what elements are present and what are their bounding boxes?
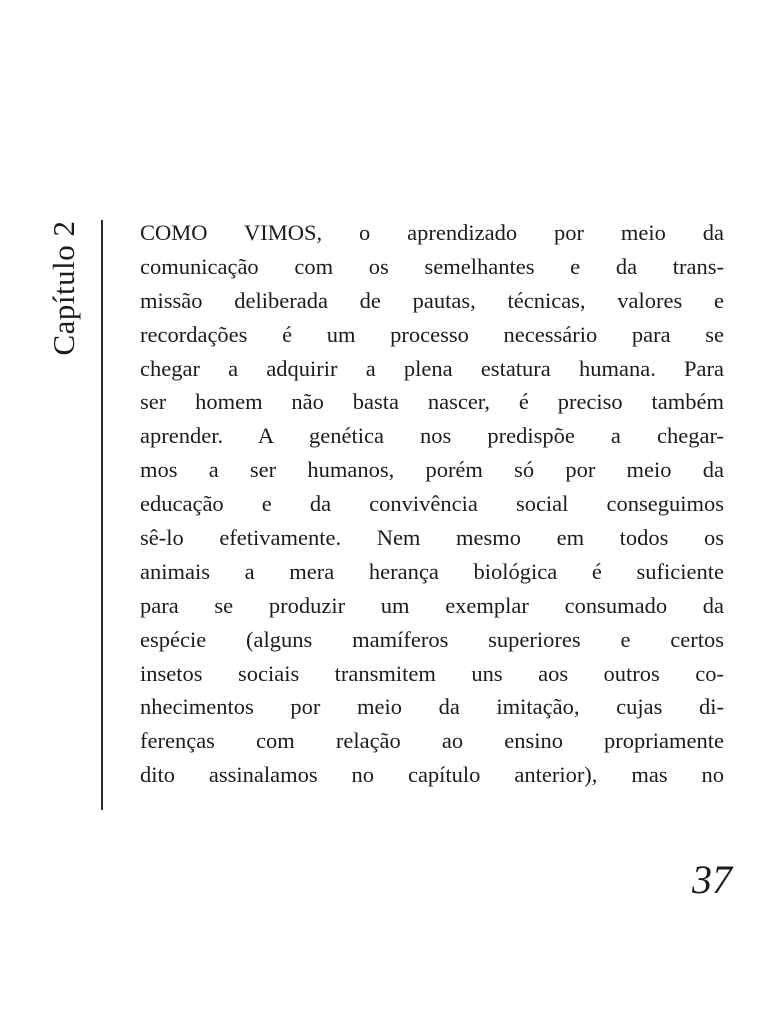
chapter-label: Capítulo 2	[46, 220, 81, 356]
body-paragraph	[140, 216, 724, 792]
text-line: mos a ser humanos, porém só por meio da	[140, 457, 724, 483]
chapter-tab	[34, 208, 94, 368]
text-line: educação e da convivência social conseguimos	[140, 491, 724, 517]
text-line: sê-lo efetivamente. Nem mesmo em todos os	[140, 525, 724, 551]
text-line: ferenças com relação ao ensino propriamente	[140, 728, 724, 754]
text-line: nhecimentos por meio da imitação, cujas di-	[140, 694, 724, 720]
text-line: dito assinalamos no capítulo anterior), mas no	[140, 762, 724, 788]
text-line: ser homem não basta nascer, é preciso também	[140, 389, 724, 415]
text-line: espécie (alguns mamíferos superiores e certos	[140, 626, 724, 652]
text-line: COMO VIMOS, o aprendizado por meio da	[140, 220, 724, 245]
text-line: comunicação com os semelhantes e da trans-	[140, 253, 724, 279]
text-line: para se produzir um exemplar consumado da	[140, 592, 724, 618]
text-line: chegar a adquirir a plena estatura humana. Para	[140, 355, 724, 381]
text-line: animais a mera herança biológica é suficiente	[140, 558, 724, 584]
margin-rule	[101, 220, 103, 810]
page-number: 37	[692, 857, 732, 902]
text-line: recordações é um processo necessário para se	[140, 321, 724, 347]
text-line: missão deliberada de pautas, técnicas, valores e	[140, 287, 724, 313]
text-line: insetos sociais transmitem uns aos outros co-	[140, 660, 724, 686]
text-line: aprender. A genética nos predispõe a chegar-	[140, 423, 724, 449]
